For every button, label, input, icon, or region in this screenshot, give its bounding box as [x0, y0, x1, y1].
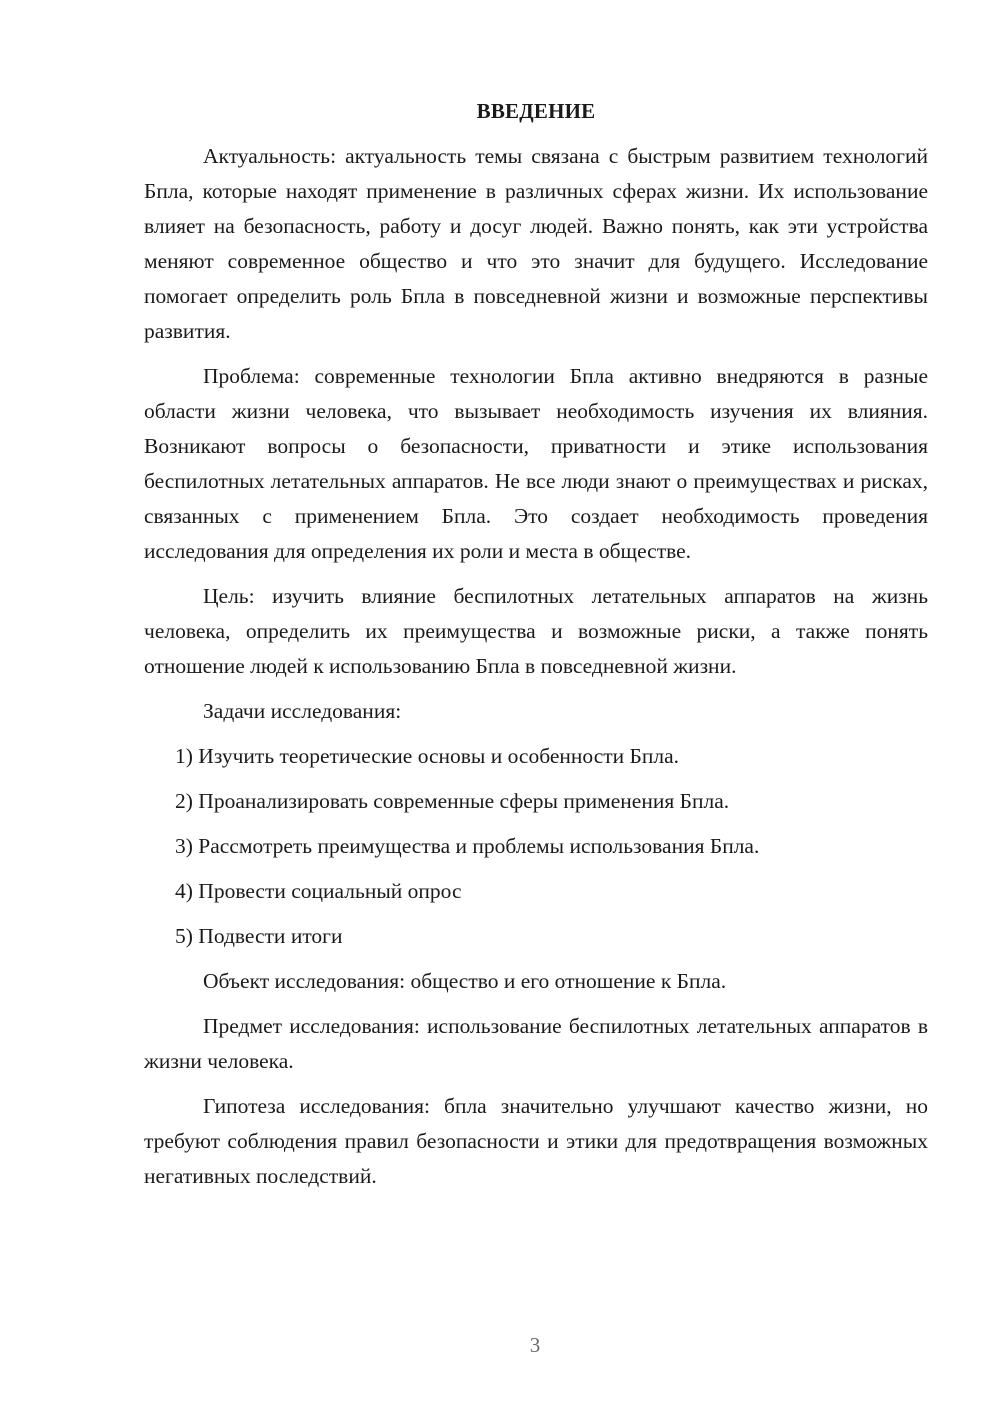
- goal-paragraph: Цель: изучить влияние беспилотных летательных аппаратов на жизнь человека, определить их преимущества и возможные риски, а также понять отношение людей к использованию Бпла в повседневной жизни.: [144, 584, 928, 678]
- object-paragraph: Объект исследования: общество и его отношение к Бпла.: [203, 969, 727, 993]
- task-number: 5): [175, 924, 193, 948]
- task-number: 1): [175, 744, 193, 768]
- page-number: 3: [529, 1333, 541, 1357]
- hypothesis-paragraph: Гипотеза исследования: бпла значительно улучшают качество жизни, но требуют соблюдения правил безопасности и этики для предотвращения возможных негативных последствий.: [144, 1094, 928, 1188]
- task-number: 3): [175, 834, 193, 858]
- task-item: [144, 829, 928, 864]
- page-title: ВВЕДЕНИЕ: [476, 99, 596, 123]
- task-text: Подвести итоги: [198, 924, 343, 948]
- task-item: [144, 919, 928, 954]
- task-text: Изучить теоретические основы и особенности Бпла.: [198, 744, 680, 768]
- relevance-paragraph: Актуальность: актуальность темы связана с быстрым развитием технологий Бпла, которые находят применение в различных сферах жизни. Их использование влияет на безопасность, работу и досуг людей. Важно понять, как эти устройства меняют современное общество и что это значит для будущего. Исследование помогает определить роль Бпла в повседневной жизни и возможные перспективы развития.: [144, 144, 928, 343]
- task-text: Проанализировать современные сферы применения Бпла.: [198, 789, 730, 813]
- page-content: [144, 94, 928, 1204]
- task-number: 4): [175, 879, 193, 903]
- task-item: [144, 874, 928, 909]
- problem-paragraph: Проблема: современные технологии Бпла активно внедряются в разные области жизни человека, что вызывает необходимость изучения их влияния. Возникают вопросы о безопасности, приватности и этике использования беспилотных летательных аппаратов. Не все люди знают о преимуществах и рисках, связанных с применением Бпла. Это создает необходимость проведения исследования для определения их роли и места в обществе.: [144, 364, 928, 563]
- task-number: 2): [175, 789, 193, 813]
- task-item: [144, 739, 928, 774]
- tasks-heading: Задачи исследования:: [203, 699, 402, 723]
- task-text: Рассмотреть преимущества и проблемы использования Бпла.: [198, 834, 760, 858]
- task-item: [144, 784, 928, 819]
- subject-paragraph: Предмет исследования: использование беспилотных летательных аппаратов в жизни человека.: [144, 1014, 928, 1073]
- task-text: Провести социальный опрос: [198, 879, 462, 903]
